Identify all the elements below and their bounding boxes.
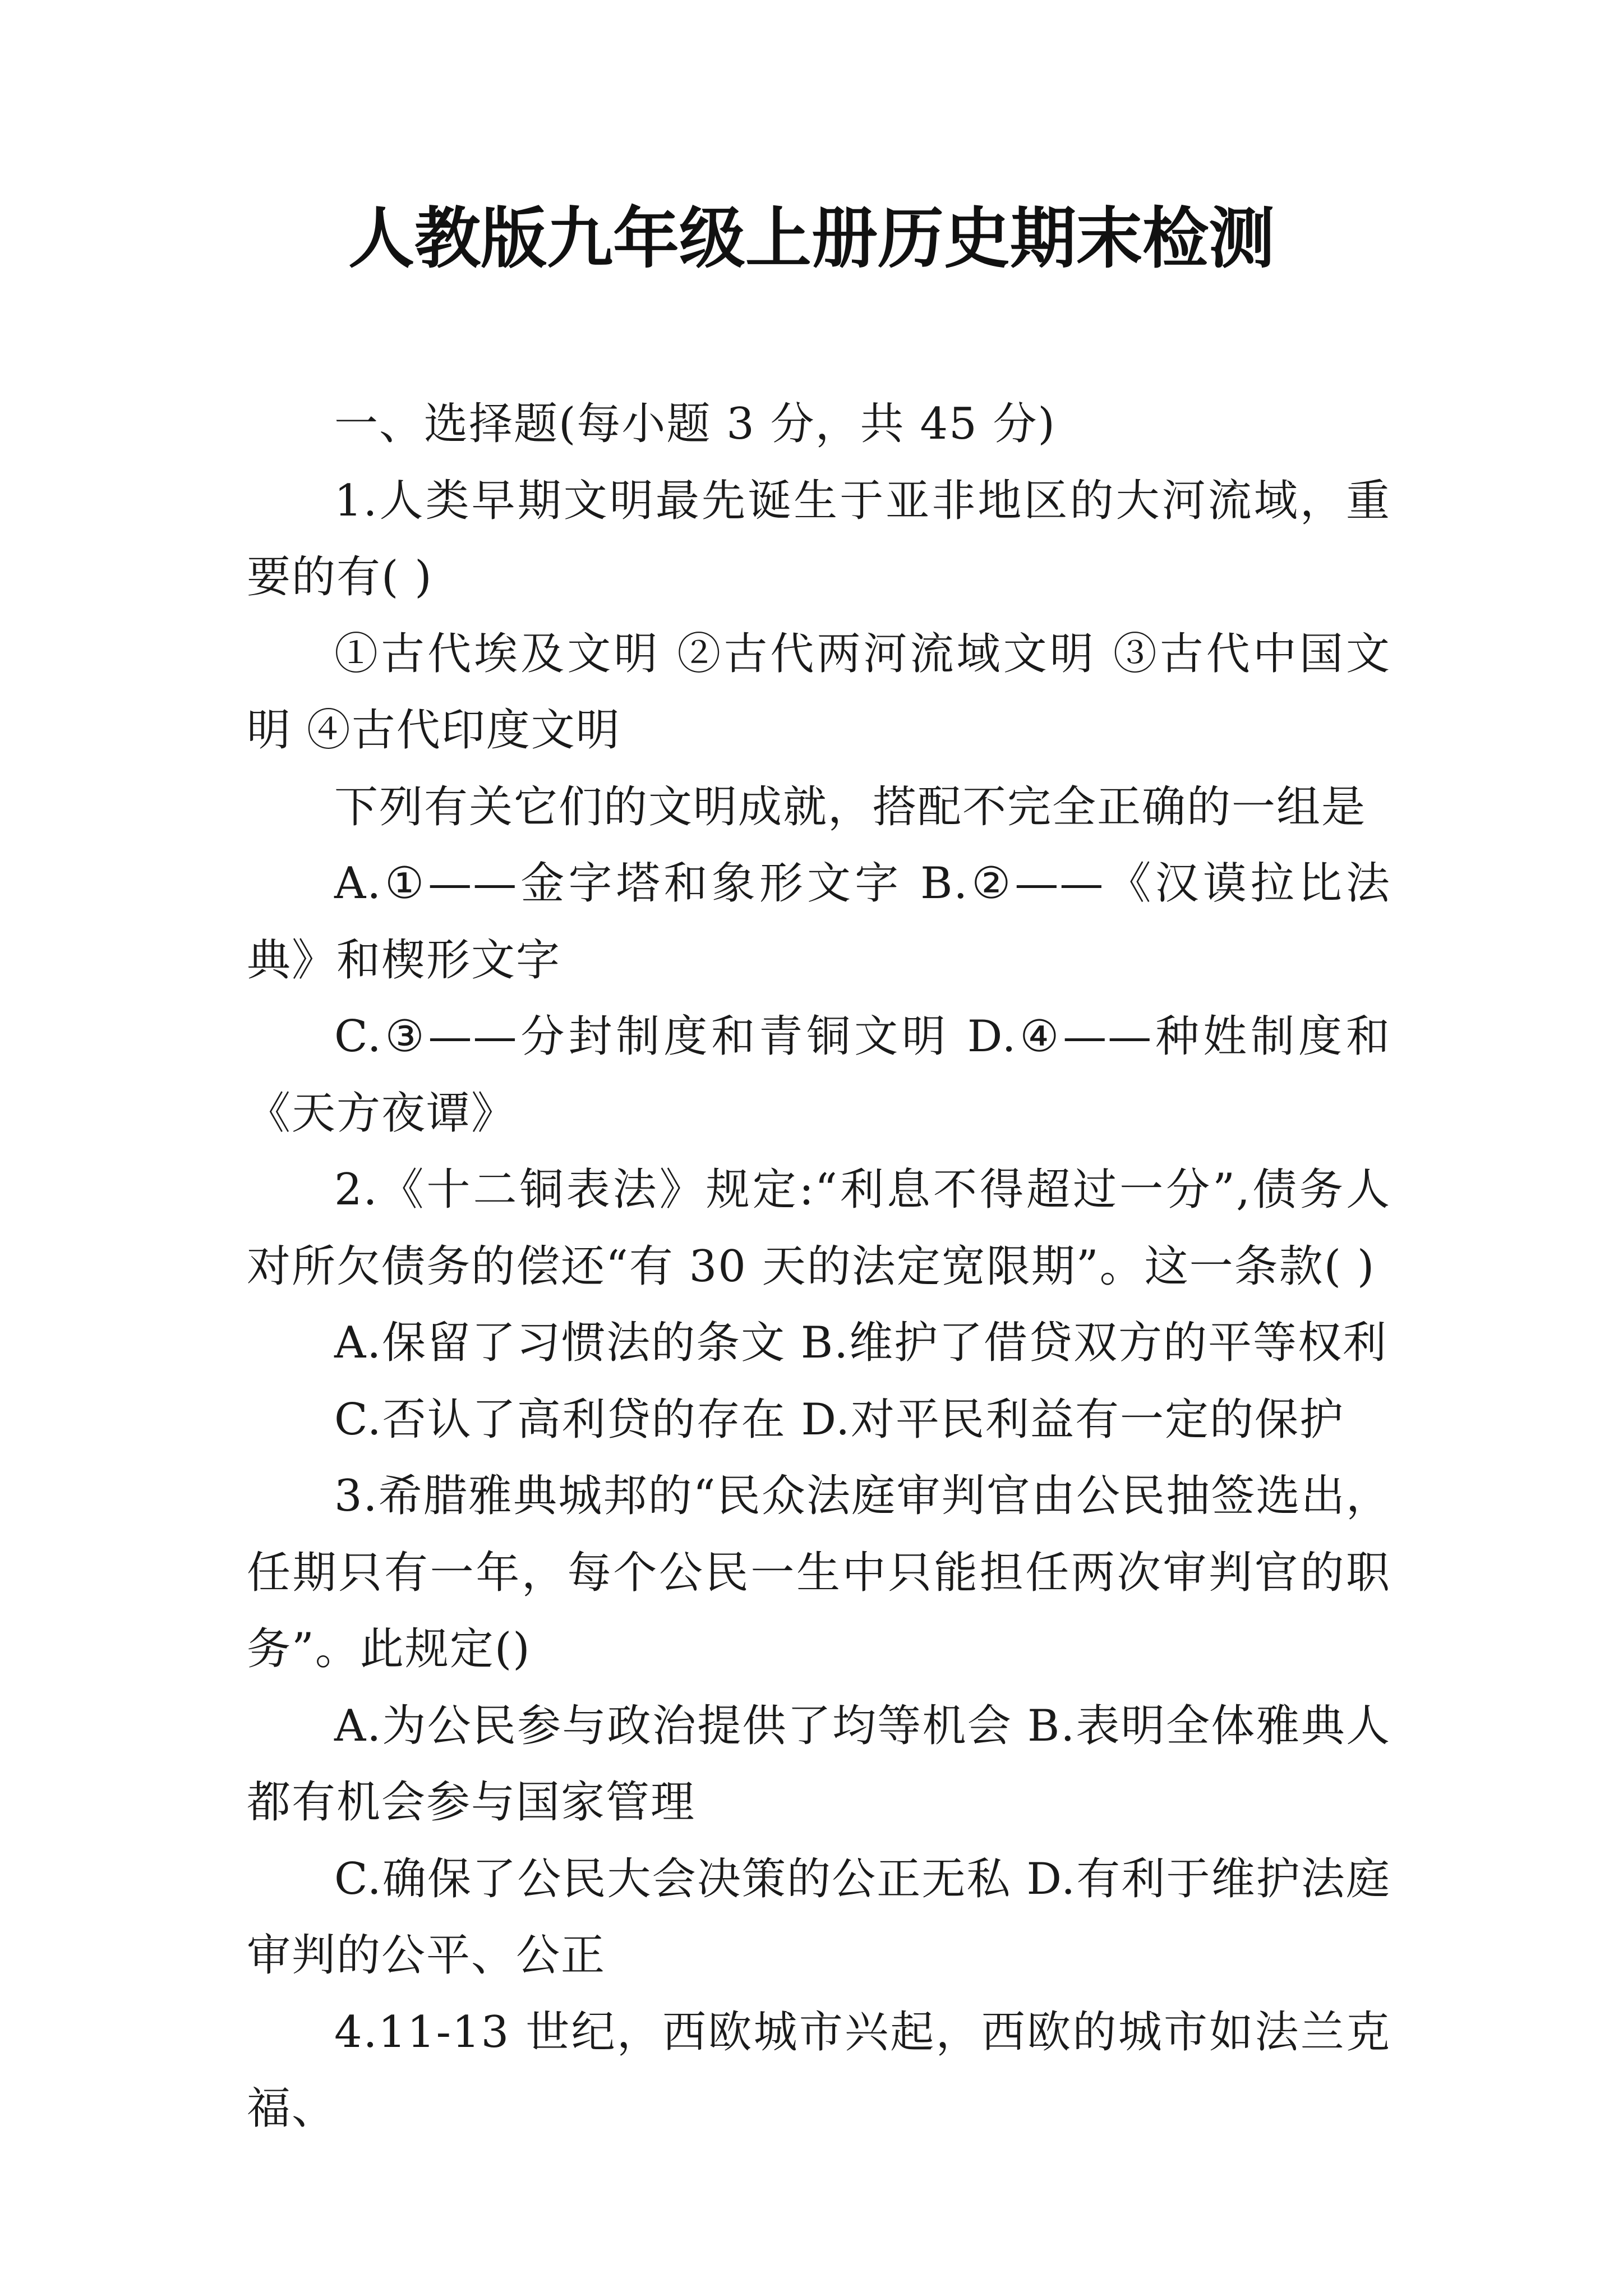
question-3-options-ab: A.为公民参与政治提供了均等机会 B.表明全体雅典人都有机会参与国家管理	[247, 1700, 1391, 1828]
question-4-stem: 4.11-13 世纪，西欧城市兴起，西欧的城市如法兰克福、	[247, 2007, 1391, 2134]
question-1-stem: 1.人类早期文明最先诞生于亚非地区的大河流域，重要的有( )	[247, 475, 1391, 602]
document-title: 人教版九年级上册历史期末检测	[348, 199, 1275, 277]
document-body	[247, 386, 1391, 2147]
question-3-stem: 3.希腊雅典城邦的“民众法庭审判官由公民抽签选出，任期只有一年，每个公民一生中只能担任两次审判官的职务”。此规定()	[247, 1471, 1391, 1674]
question-2-stem: 2.《十二铜表法》规定:“利息不得超过一分”,债务人对所欠债务的偿还“有 30 天的法定宽限期”。这一条款( )	[247, 1165, 1391, 1292]
question-1-prompt: 下列有关它们的文明成就，搭配不完全正确的一组是	[334, 781, 1367, 832]
question-2-options-cd: C.否认了高利贷的存在 D.对平民利益有一定的保护	[334, 1394, 1345, 1445]
question-1-items: ①古代埃及文明 ②古代两河流域文明 ③古代中国文明 ④古代印度文明	[247, 628, 1391, 756]
question-1-options-cd: C.③——分封制度和青铜文明 D.④——种姓制度和《天方夜谭》	[247, 1011, 1391, 1139]
question-1-options-ab: A.①——金字塔和象形文字 B.②——《汉谟拉比法典》和楔形文字	[247, 858, 1391, 986]
question-3-options-cd: C.确保了公民大会决策的公正无私 D.有利于维护法庭审判的公平、公正	[247, 1853, 1391, 1981]
question-2-options-ab: A.保留了习惯法的条文 B.维护了借贷双方的平等权利	[334, 1318, 1388, 1368]
section-heading: 一、选择题(每小题 3 分，共 45 分)	[334, 399, 1056, 449]
